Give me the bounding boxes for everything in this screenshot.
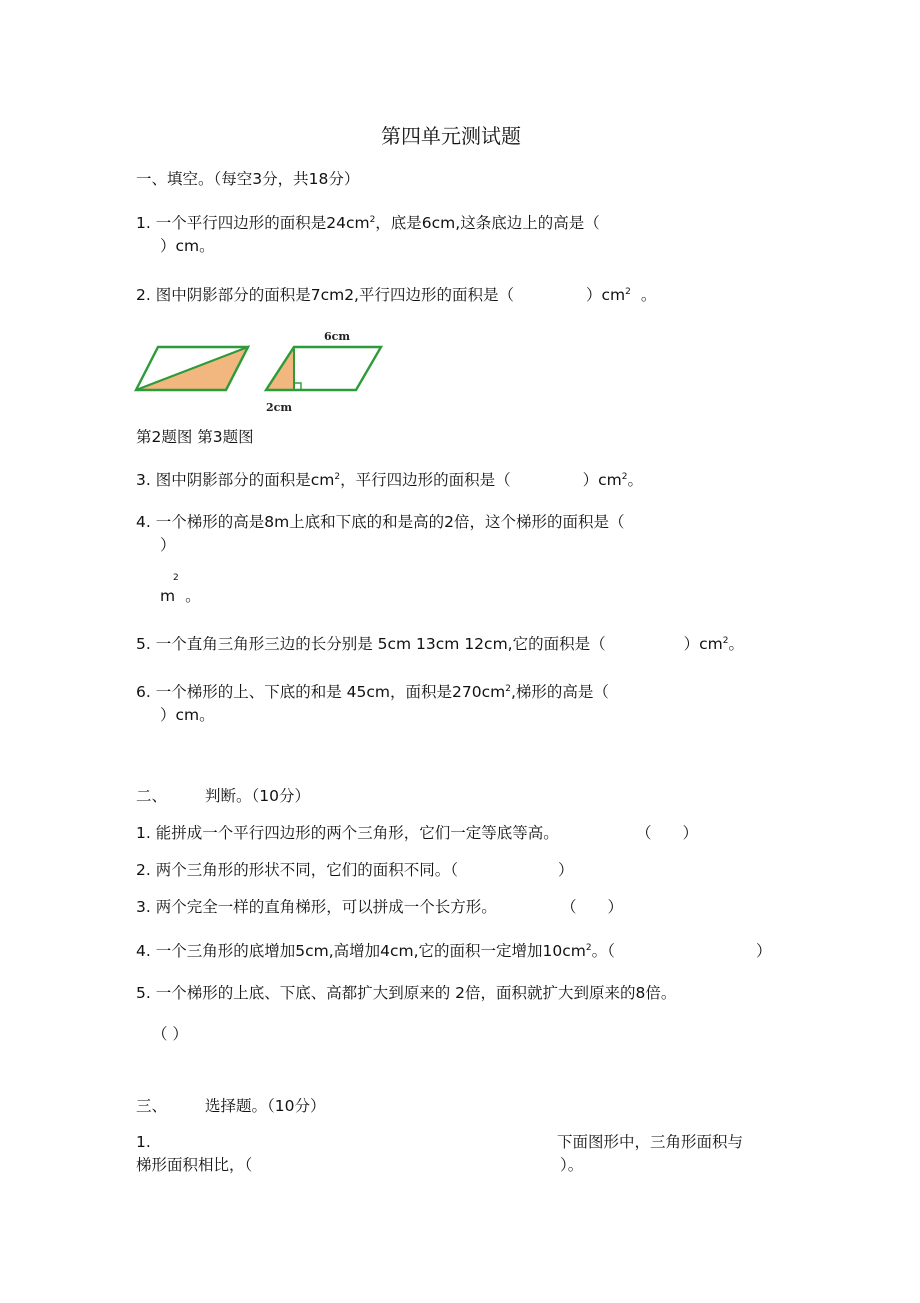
s2-q5-paren: （ ） (152, 1025, 188, 1043)
section2-heading-num: 二、 (136, 787, 168, 805)
fig3-label-bottom: 2cm (266, 401, 292, 414)
s2-q1: 1. 能拼成一个平行四边形的两个三角形，它们一定等底等高。 (136, 824, 559, 842)
s1-q5-text-a: 5. 一个直角三角形三边的长分别是 5cm 13cm 12cm,它的面积是（ (136, 635, 606, 653)
s2-q3-paren: （ ） (561, 898, 624, 916)
s1-q3 (136, 471, 643, 490)
s1-q4-line2: ） (160, 536, 176, 554)
s1-q3-sup1: 2 (334, 471, 341, 482)
s2-q4-close: ） (756, 942, 772, 960)
s2-q4-text-b: 。（ (591, 942, 615, 960)
s1-q2-text-c: 。 (640, 286, 657, 304)
section3-heading-text: 选择题。（10分） (205, 1097, 326, 1115)
s2-q3: 3. 两个完全一样的直角梯形，可以拼成一个长方形。 (136, 898, 497, 916)
s1-q1-text-a: 1. 一个平行四边形的面积是24cm (136, 214, 370, 232)
s1-q6-sup: 2 (505, 683, 511, 694)
s1-q3-text-c: ）cm (582, 471, 622, 489)
s1-q3-sup2: 2 (621, 471, 628, 482)
s2-q5: 5. 一个梯形的上底、下底、高都扩大到原来的 2倍，面积就扩大到原来的8倍。 (136, 984, 677, 1002)
page-title: 第四单元测试题 (381, 124, 521, 148)
s1-q6-line2: ）cm。 (160, 706, 215, 724)
s1-q4-line1: 4. 一个梯形的高是8m上底和下底的和是高的2倍，这个梯形的面积是（ (136, 513, 625, 531)
s1-q1-text-b: ，底是6cm,这条底边上的高是（ (375, 214, 600, 232)
s2-q1-paren: （ ） (636, 824, 699, 842)
s1-q6-text-b: ,梯形的高是（ (510, 683, 609, 701)
s2-q2-close: ） (558, 861, 574, 879)
s2-q4-text-a: 4. 一个三角形的底增加5cm,高增加4cm,它的面积一定增加10cm (136, 942, 586, 960)
s3-q1-right: 下面图形中，三角形面积与 (557, 1133, 744, 1151)
s2-q4-sup: 2 (585, 942, 592, 953)
s1-q6-text-a: 6. 一个梯形的上、下底的和是 45cm，面积是270cm (136, 683, 506, 701)
section3-heading-num: 三、 (136, 1097, 168, 1115)
s1-q2-text-b: ）cm (586, 286, 626, 304)
s1-q2 (136, 286, 656, 305)
s3-q1-num: 1. (136, 1133, 151, 1151)
s1-q1-line2: ）cm。 (160, 237, 215, 255)
s1-q3-text-b: ，平行四边形的面积是（ (340, 471, 511, 489)
s1-q4-unit-m: m (160, 587, 176, 605)
figure-parallelograms (130, 326, 390, 416)
s1-q3-text-a: 3. 图中阴影部分的面积是cm (136, 471, 335, 489)
s1-q1-sup: 2 (369, 214, 376, 225)
s1-q6-line1 (136, 683, 609, 702)
s1-q4-unit (160, 587, 201, 606)
section1-heading: 一、填空。（每空3分，共18分） (136, 170, 360, 188)
s1-q4-unit-sup: 2 (173, 573, 179, 583)
s1-q5-sup: 2 (722, 635, 729, 646)
s1-q5 (136, 635, 744, 654)
s1-q3-text-d: 。 (627, 471, 643, 489)
s1-q2-text-a: 2. 图中阴影部分的面积是7cm2,平行四边形的面积是（ (136, 286, 514, 304)
s1-q5-text-b: ）cm (683, 635, 723, 653)
section2-heading-text: 判断。（10分） (205, 787, 310, 805)
s3-q1-close: ）。 (560, 1156, 584, 1174)
s1-q5-text-c: 。 (728, 635, 744, 653)
s1-q2-sup: 2 (625, 286, 631, 297)
figure-caption: 第2题图 第3题图 (136, 428, 254, 446)
fig3-label-top: 6cm (324, 330, 350, 343)
s3-q1-line2: 梯形面积相比，（ (136, 1156, 253, 1174)
s1-q4-unit-end: 。 (185, 587, 201, 605)
s2-q4 (136, 942, 615, 961)
s2-q2: 2. 两个三角形的形状不同，它们的面积不同。（ (136, 861, 458, 879)
s1-q1-line1 (136, 214, 600, 233)
